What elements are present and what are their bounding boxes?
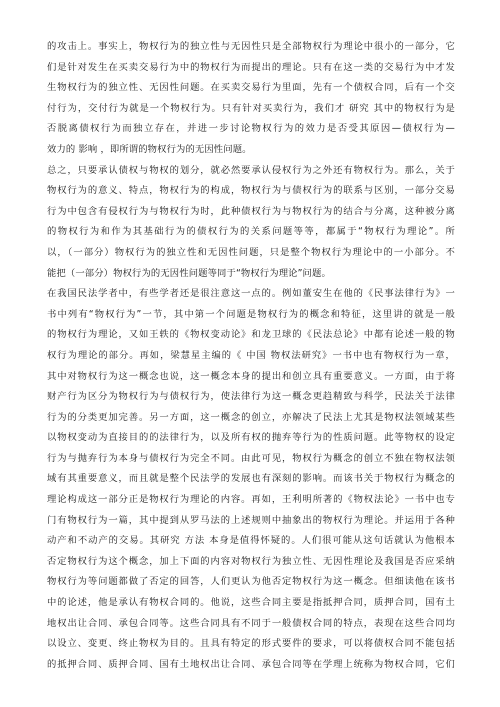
text-line: 能把（一部分）物权行为的无因性问题等同于“物权行为理论”问题。 xyxy=(47,267,331,279)
text-line: 行为中包含有侵权行为与物权行为时，此种债权行为与物权行为的结合与分离，这种被分离 xyxy=(47,205,455,217)
text-line: 物权行为的意义、特点，物权行为的构成，物权行为与债权行为的联系与区别，一部分交易 xyxy=(47,185,455,197)
text-line: 总之，只要承认债权与物权的划分，就必然要承认侵权行为之外还有物权行为。那么，关于 xyxy=(47,164,455,176)
text-line: 物权行为等问题都做了否定的回答，人们更认为他否定物权行为这一概念。但细读他在该书 xyxy=(47,576,455,588)
text-line: 门有物权行为一篇，其中提到从罗马法的上述规则中抽象出的物权行为理论。并运用于各种 xyxy=(47,514,455,526)
document-body xyxy=(47,37,455,675)
text-line: 的攻击上。事实上，物权行为的独立性与无因性只是全部物权行为理论中很小的一部分，它 xyxy=(47,41,455,52)
text-line: 的物权行为理论，又如王轶的《物权变动论》和龙卫球的《民法总论》中都有论述一般的物 xyxy=(47,329,455,341)
text-line: 生物权行为的独立性、无因性问题。在买卖交易行为里面，先有一个债权合同，后有一个交 xyxy=(47,82,455,94)
text-line: 中的论述，他是承认有物权合同的。他说，这些合同主要是指抵押合同，质押合同，国有土 xyxy=(47,597,455,609)
text-line: 效力的 影响 ，即所谓的物权行为的无因性问题。 xyxy=(47,143,252,155)
text-line: 的物权行为和作为其基础行为的债权行为的关系问题等等，都属于“物权行为理论”。所 xyxy=(47,226,455,238)
text-line: 付行为，交付行为就是一个物权行为。只有针对买卖行为，我们才 研究 其中的物权行为是 xyxy=(47,102,455,114)
text-line: 行为与抛弃行为本身与债权行为完全不同。由此可见，物权行为概念的创立不独在物权法领 xyxy=(47,452,455,464)
text-line: 地权出让合同、承包合同等。这些合同具有不同于一般债权合同的特点，表现在这些合同均 xyxy=(47,617,455,629)
text-line: 在我国民法学者中，有些学者还是很注意这一点的。例如董安生在他的《民事法律行为》一 xyxy=(47,288,455,300)
text-line: 权行为理论的部分。再如，梁慧星主编的《 中国 物权法研究》一书中也有物权行为一章， xyxy=(47,349,455,361)
text-line: 否定物权行为这个概念，加上下面的内容对物权行为独立性、无因性理论及我国是否应采纳 xyxy=(47,555,455,567)
text-line: 以，（一部分）物权行为的独立性和无因性问题，只是整个物权行为理论中的一小部分。不 xyxy=(47,246,455,258)
text-line: 行为的分类更加完善。另一方面，这一概念的创立，亦解决了民法上尤其是物权法领域某些 xyxy=(47,411,455,423)
text-line: 域有其重要意义，而且就是整个民法学的发展也有深刻的影响。而该书关于物权行为概念的 xyxy=(47,473,455,485)
text-line: 的抵押合同、质押合同、国有土地权出让合同、承包合同等在学理上统称为物权合同，它们 xyxy=(47,658,455,670)
text-line: 财产行为区分为物权行为与债权行为，使法律行为这一概念更趋精致与科学，民法关于法律 xyxy=(47,391,455,403)
text-line: 以设立、变更、终止物权为目的。且具有特定的形式要件的要求，可以将债权合同不能包括 xyxy=(47,638,455,650)
text-line: 书中列有“物权行为”一节，其中第一个问题是物权行为的概念和特征，这里讲的就是一般 xyxy=(47,308,455,320)
text-line: 们是针对发生在买卖交易行为中的物权行为而提出的理论。只有在这一类的交易行为中才发 xyxy=(47,61,455,73)
text-line: 以物权变动为直接目的的法律行为，以及所有权的抛弃等行为的性质问题。此等物权的设定 xyxy=(47,432,455,444)
text-line: 其中对物权行为这一概念也说，这一概念本身的提出和创立具有重要意义。一方面，由于将 xyxy=(47,370,455,382)
text-line: 否脱离债权行为而独立存在，并进一步讨论物权行为的效力是否受其原因—债权行为— xyxy=(47,123,455,135)
text-line: 动产和不动产的交易。其研究 方法 本身是值得怀疑的。人们很可能从这句话就认为他根本 xyxy=(47,535,455,547)
text-line: 理论构成这一部分正是物权行为理论的内容。再如，王利明所著的《物权法论》一书中也专 xyxy=(47,494,455,506)
